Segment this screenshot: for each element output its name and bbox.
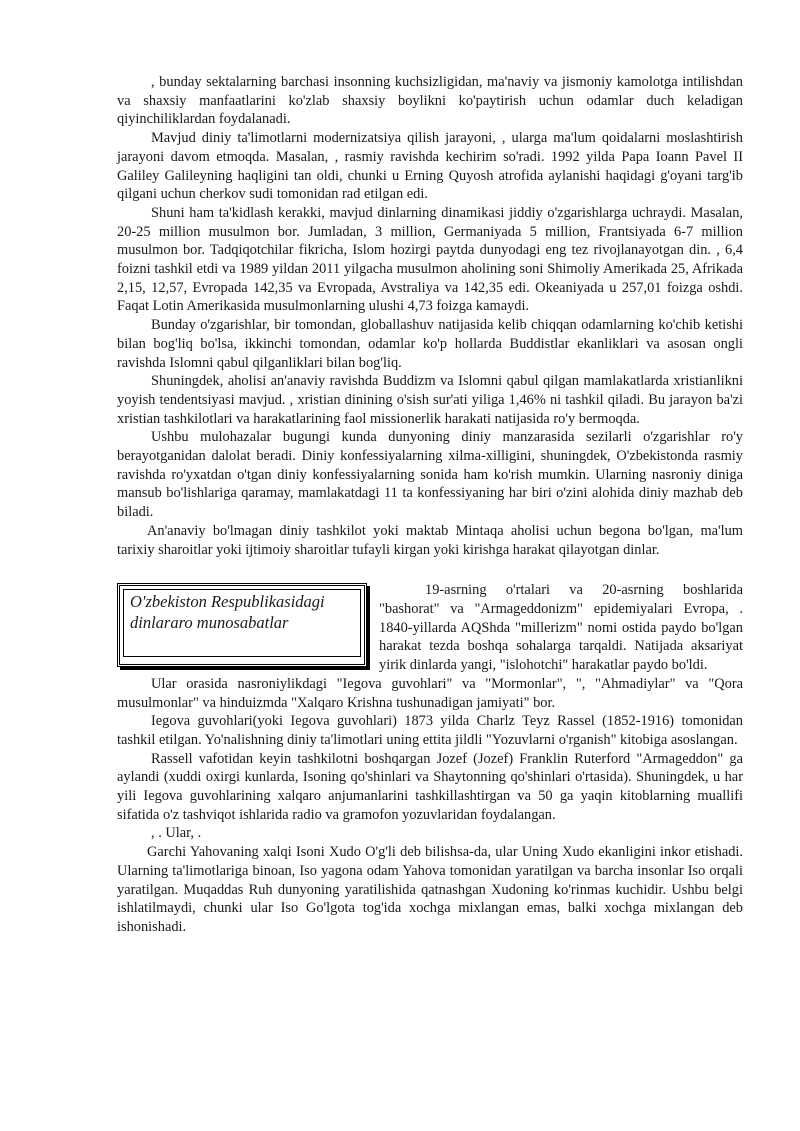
paragraph: Bunday o'zgarishlar, bir tomondan, globallashuv natijasida kelib chiqqan odamlarning ko'chib ketishi bilan bog'liq bo'lsa, ikkinchi tomondan, odamlar ko'p hollarda Buddistlar ekanliklari va asosan ongli ravishda Islomni qabul qilganliklari bilan bog'liq. — [117, 317, 743, 371]
paragraph: Shuningdek, aholisi an'anaviy ravishda Buddizm va Islomni qabul qilgan mamlakatlarda xristianlikni yoyish tendentsiyasi mavjud. , xristian dinining o'sish sur'ati yiliga 1,46% ni tashkil qiladi. Bu jarayon ba'zi xristian tashkilotlari va harakatlarining faol missionerlik harakati natijasida ro'y bermoqda. — [117, 373, 743, 427]
document-page — [117, 73, 743, 937]
paragraph: An'anaviy bo'lmagan diniy tashkilot yoki maktab Mintaqa aholisi uchun begona bo'lgan, ma'lum tarixiy sharoitlar yoki ijtimoiy sharoitlar tufayli kirgan yoki kirishga harakat qilayotgan dinlar. — [117, 522, 743, 558]
paragraph: , . Ular, . — [151, 825, 202, 842]
paragraph: Mavjud diniy ta'limotlarni modernizatsiya qilish jarayoni, , ularga ma'lum qoidalarni moslashtirish jarayoni davom etmoqda. Masalan, , rasmiy ravishda kechirim so'radi. 1992 yilda Papa Ioann Pavel II Galiley Galileyning haqligini tan oldi, chunki u Erning Quyosh atrofida aylanishi haqidagi g'oyani targ'ib qilgani uchun cherkov sudi tomonidan rad etilgan edi. — [117, 130, 743, 203]
paragraph: Iegova guvohlari(yoki Iegova guvohlari) 1873 yilda Charlz Teyz Rassel (1852-1916) tomonidan tashkil etilgan. Yo'nalishning diniy ta'limotlari uning ettita jildli "Yozuvlarni o'rganish" kitobiga asoslangan. — [117, 713, 743, 748]
section-first-paragraph: 19-asrning o'rtalari va 20-asrning boshlarida "bashorat" va "Armageddonizm" epidemiyalari Evropa, . 1840-yillarda AQShda "millerizm" nomi ostida paydo bo'lgan harakat tezda boshqa sohalarga tarqaldi. Natijada aksariyat yirik dinlarda yangi, "islohotchi" harakatlar paydo bo'ldi. — [379, 582, 743, 674]
paragraph: Shuni ham ta'kidlash kerakki, mavjud dinlarning dinamikasi jiddiy o'zgarishlarga uchraydi. Masalan, 20-25 million musulmon bor. Jumladan, 3 million, Germaniyada 5 million, Frantsiyada 6-7 million musulmon bor. Tadqiqotchilar fikricha, Islom hozirgi paytda dunyodagi eng tez rivojlanayotgan din. , 6,4 foizni tashkil etdi va 1989 yildan 2011 yilgacha musulmon aholining soni Shimoliy Amerikada 25, Afrikada 2,15, 12,57, Evropada 142,35 va Evropada, Avstraliya va 142,35 edi. Okeaniyada u 257,01 foizga oshdi. Faqat Lotin Amerikasida musulmonlarning ulushi 4,73 foizga kamaydi. — [117, 204, 743, 315]
section-heading-box — [117, 583, 367, 667]
paragraph: Ular orasida nasroniylikdagi "Iegova guvohlari" va "Mormonlar", ", "Ahmadiylar" va "Qora musulmonlar" va hinduizmda "Xalqaro Krishna tushunadigan jamiyati" bor. — [117, 675, 743, 711]
paragraph: Rassell vafotidan keyin tashkilotni boshqargan Jozef (Jozef) Franklin Ruterford "Armageddon" ga aylandi (xuddi oxirgi kunlarda, Isoning qo'shinlari va Shaytonning qo'shinlari o'rtasida). Shuningdek, u har yili Iegova guvohlarining xalqaro anjumanlarini tashkillashtirgan va 50 ga yaqin kitoblarning muallifi sifatida o'z tashviqot ishlarida radio va gramofon yozuvlaridan foydalangan. — [117, 750, 743, 823]
paragraph: Ushbu mulohazalar bugungi kunda dunyoning diniy manzarasida sezilarli o'zgarishlar ro'y berayotganidan dalolat beradi. Diniy konfessiyalarning xilma-xilligini, shuningdek, O'zbekistonda rasmiy ravishda ro'yxatdan o'tgan diniy konfessiyalarning sonida ham ko'rish mumkin. Ularning nasroniy diniga mansub bo'lishlariga qaramay, mamlakatdagi 11 ta konfessiyaning har biri o'zini alohida diniy mazhab deb biladi. — [117, 429, 743, 521]
section-heading: O'zbekiston Respublikasidagi dinlararo munosabatlar — [130, 592, 325, 633]
paragraph: Garchi Yahovaning xalqi Isoni Xudo O'g'li deb bilishsa-da, ular Uning Xudo ekanligini inkor etishadi. Ularning ta'limotlariga binoan, Iso yagona odam Yahova tomonidan yaratilgan va barcha insonlar Iso orqali yaratilgan. Muqaddas Ruh dunyoning yaratilishida qatnashgan Xudoning ko'rinmas kuchidir. Ushbu belgi ishlatilmaydi, chunki ular Iso Go'lgota tog'ida xochga mixlangan emas, balki xochga mixlangan deb ishonishadi. — [117, 844, 743, 935]
paragraph: , bunday sektalarning barchasi insonning kuchsizligidan, ma'naviy va jismoniy kamolotga intilishdan va shaxsiy manfaatlarini ko'zlab shaxsiy boylikni ko'paytirish uchun odamlar duch keladigan qiyinchiliklardan foydalanadi. — [117, 74, 743, 128]
section-interreligious-relations — [117, 581, 743, 675]
